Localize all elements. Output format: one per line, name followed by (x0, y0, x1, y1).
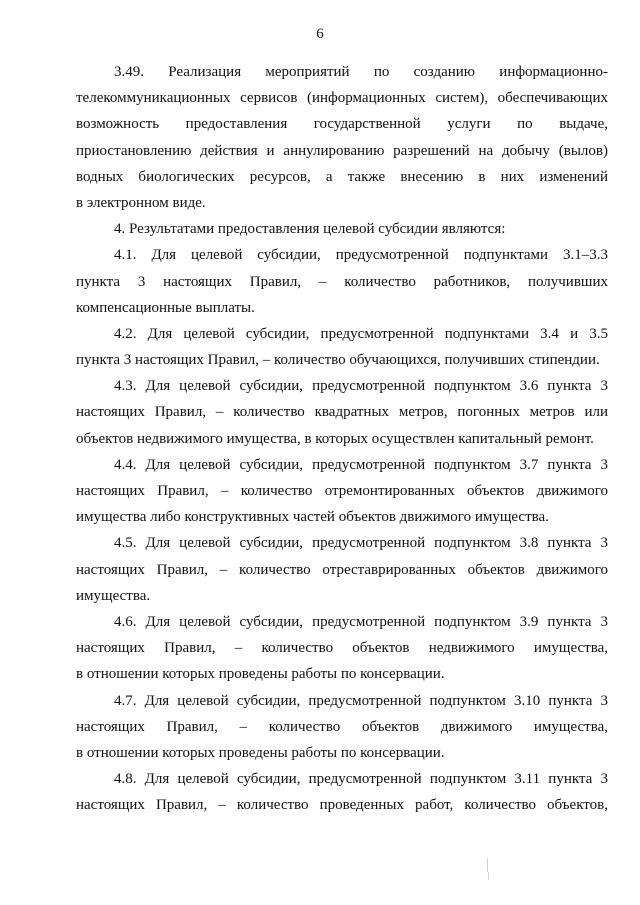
text-line: 4.2. Для целевой субсидии, предусмотренной подпунктами 3.4 и 3.5 (114, 325, 608, 342)
paragraph-4-2 (76, 321, 608, 373)
text-line: компенсационные выплаты. (76, 299, 255, 316)
text-line: имущества. (76, 587, 151, 604)
text-line: 4.5. Для целевой субсидии, предусмотренной подпунктом 3.8 пункта 3 (114, 535, 608, 552)
text-line: объектов недвижимого имущества, в которых осуществлен капитальный ремонт. (76, 430, 594, 447)
text-line: 4.1. Для целевой субсидии, предусмотренной подпунктами 3.1–3.3 (114, 247, 608, 264)
paragraph-4-1 (76, 242, 608, 321)
text-line: 4.8. Для целевой субсидии, предусмотренной подпунктом 3.11 пункта 3 (114, 771, 608, 788)
text-line: настоящих Правил, – количество отреставрированных объектов движимого (76, 561, 608, 578)
text-line: имущества либо конструктивных частей объектов движимого имущества. (76, 509, 549, 526)
text-line: 4.7. Для целевой субсидии, предусмотренной подпунктом 3.10 пункта 3 (114, 692, 608, 709)
text-line: 4. Результатами предоставления целевой субсидии являются: (114, 221, 506, 238)
text-line: настоящих Правил, – количество квадратных метров, погонных метров или (76, 404, 608, 421)
scan-artifact (488, 872, 489, 880)
paragraph-4 (76, 216, 608, 242)
text-line: настоящих Правил, – количество объектов недвижимого имущества, (76, 640, 608, 657)
document-body (76, 59, 608, 818)
paragraph-4-8 (76, 766, 608, 818)
scan-artifact (487, 858, 488, 872)
page-number: 6 (316, 26, 324, 42)
text-line: 4.3. Для целевой субсидии, предусмотренной подпунктом 3.6 пункта 3 (114, 378, 608, 395)
text-line: настоящих Правил, – количество отремонтированных объектов движимого (76, 483, 608, 499)
text-line: приостановлению действия и аннулированию разрешений на добычу (вылов) (76, 142, 608, 159)
text-line: телекоммуникационных сервисов (информационных систем), обеспечивающих (76, 90, 608, 107)
text-line: в отношении которых проведены работы по консервации. (76, 666, 445, 683)
paragraph-3-49 (76, 59, 608, 216)
paragraph-4-4 (76, 452, 608, 531)
text-line: в отношении которых проведены работы по консервации. (76, 744, 445, 761)
paragraph-4-7 (76, 688, 608, 767)
text-line: настоящих Правил, – количество проведенных работ, количество объектов, (76, 797, 608, 814)
text-line: возможность предоставления государственной услуги по выдаче, (76, 116, 608, 133)
paragraph-4-6 (76, 609, 608, 688)
paragraph-4-5 (76, 530, 608, 609)
text-line: 4.6. Для целевой субсидии, предусмотренной подпунктом 3.9 пункта 3 (114, 613, 608, 630)
text-line: настоящих Правил, – количество объектов движимого имущества, (76, 718, 608, 735)
text-line: пункта 3 настоящих Правил, – количество работников, получивших (76, 273, 608, 290)
text-line: 4.4. Для целевой субсидии, предусмотренной подпунктом 3.7 пункта 3 (114, 456, 608, 473)
text-line: 3.49. Реализация мероприятий по созданию информационно- (114, 64, 608, 80)
text-line: в электронном виде. (76, 194, 206, 211)
paragraph-4-3 (76, 373, 608, 452)
text-line: водных биологических ресурсов, а также внесению в них изменений (76, 168, 608, 185)
text-line: пункта 3 настоящих Правил, – количество обучающихся, получивших стипендии. (76, 352, 600, 369)
